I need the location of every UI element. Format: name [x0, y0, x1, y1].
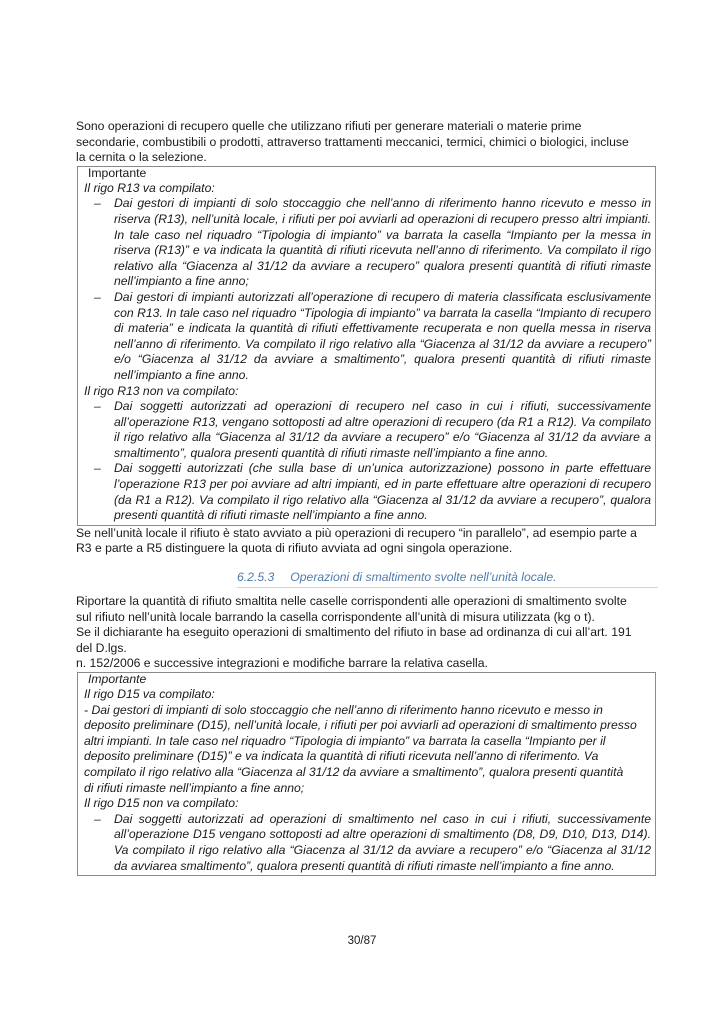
disposal-paragraph: [76, 594, 658, 672]
paragraph-line: Se il dichiarante ha eseguito operazioni di smaltimento del rifiuto in base ad ordinanza di cui all’art. 191: [76, 625, 632, 640]
box-line: di rifiuti rimaste nell’impianto a fine anno;: [84, 780, 305, 795]
r13-no-list: [84, 399, 655, 524]
box-line: deposito preliminare (D15), nell’unità locale, i rifiuti per poi avviarli ad operazioni di smaltimento presso: [84, 718, 637, 733]
box-line: altri impianti. In tale caso nel riquadro “Tipologia di impianto” va barrata la casella “Impianto per il: [84, 733, 606, 748]
dash-bullet-icon: –: [94, 811, 101, 826]
r13-yes-list: [84, 196, 655, 383]
box-section-label: Il rigo D15 non va compilato:: [84, 796, 239, 811]
box-title: Importante: [88, 672, 147, 686]
dash-bullet-icon: –: [94, 399, 101, 414]
paragraph-line: del D.lgs.: [76, 640, 127, 655]
box-line: compilato il rigo relativo alla “Giacenza al 31/12 da avviare a smaltimento”, qualora presenti quantità: [84, 764, 624, 779]
intro-line: Sono operazioni di recupero quelle che utilizzano rifiuti per generare materiali o materie prime: [76, 119, 582, 133]
paragraph-line: sul rifiuto nell’unità locale barrando la casella corrispondente all’unità di misura utilizzata (kg o t).: [76, 609, 595, 624]
section-heading: [237, 570, 658, 588]
list-item: – Dai soggetti autorizzati (che sulla base di un’unica autorizzazione) possono in parte effettuare l’operazione R13 per poi avviare ad altri impianti, ed in parte effettuare altre operazioni di recupero (da R1 a R12). Va compilato il rigo relativo alla “Giacenza al 31/12 da avviare a recupero”, qualora presenti quantità di rifiuti rimaste nell’impianto a fine anno.: [94, 461, 651, 523]
paragraph-line: n. 152/2006 e successive integrazioni e modifiche barrare la relativa casella.: [76, 656, 488, 671]
list-item: – Dai soggetti autorizzati ad operazioni di recupero nel caso in cui i rifiuti, successivamente all’operazione R13, vengano sottoposti ad altre operazioni di recupero (da R1 a R12). Va compilato il rigo relativo alla “Giacenza al 31/12 da avviare a recupero” e/o “Giacenza al 31/12 da avviare a smaltimento”, qualora presenti quantità di rifiuti rimaste nell’impianto a fine anno.: [94, 399, 651, 460]
important-box-r13: [77, 166, 656, 526]
intro-paragraph: [76, 119, 658, 166]
box-title: Importante: [88, 165, 147, 180]
box-section-label: Il rigo R13 non va compilato:: [84, 383, 239, 398]
page-number: 30/87: [347, 935, 377, 947]
intro-line: la cernita o la selezione.: [76, 150, 207, 165]
box-section-label: Il rigo D15 va compilato:: [84, 687, 215, 701]
d15-no-list: [84, 812, 655, 874]
dash-bullet-icon: –: [94, 461, 101, 476]
intro-line: secondarie, combustibili o prodotti, attraverso trattamenti meccanici, termici, chimici o biologici, incluse: [76, 134, 629, 149]
list-item: – Dai gestori di impianti autorizzati all’operazione di recupero di materia classificata esclusivamente con R13. In tale caso nel riquadro “Tipologia di impianto” va barrata la casella “Impianto di recupero di materia” e indicata la quantità di rifiuti effettivamente recuperata e non quella messa in riserva nell’anno di riferimento. Va compilato il rigo relativo alla “Giacenza al 31/12 da avviare a recupero” e/o “Giacenza al 31/12 da avviare a smaltimento”, qualora presenti quantità di rifiuti rimaste nell’impianto a fine anno.: [94, 289, 651, 382]
box-line: - Dai gestori di impianti di solo stoccaggio che nell’anno di riferimento hanno ricevuto e messo in: [84, 702, 603, 717]
dash-bullet-icon: –: [94, 196, 101, 211]
paragraph-line: Se nell’unità locale il rifiuto è stato avviato a più operazioni di recupero “in parallelo”, ad esempio parte a: [76, 525, 637, 540]
paragraph-line: R3 e parte a R5 distinguere la quota di rifiuto avviata ad ogni singola operazione.: [76, 541, 513, 556]
paragraph-line: Riportare la quantità di rifiuto smaltita nelle caselle corrispondenti alle operazioni di smaltimento svolte: [76, 594, 627, 609]
section-title: Operazioni di smaltimento svolte nell’unità locale.: [290, 570, 557, 585]
document-page: [76, 119, 658, 876]
list-item: – Dai soggetti autorizzati ad operazioni di smaltimento nel caso in cui i rifiuti, successivamente all’operazione D15 vengano sottoposti ad altre operazioni di smaltimento (D8, D9, D10, D13, D14). Va compilato il rigo relativo alla “Giacenza al 31/12 da avviare a recupero” e/o “Giacenza al 31/12 da avviarea smaltimento”, qualora presenti quantità di rifiuti rimaste nell’impianto a fine anno.: [94, 811, 651, 873]
d15-yes-text: [84, 703, 655, 797]
important-box-d15: [77, 672, 656, 876]
list-item: – Dai gestori di impianti di solo stoccaggio che nell’anno di riferimento hanno ricevuto e messo in riserva (R13), nell’unità locale, i rifiuti per poi avviarli ad operazioni di recupero presso altri impianti. In tale caso nel riquadro “Tipologia di impianto” va barrata la casella “Impianto per la messa in riserva (R13)” e va indicata la quantità di rifiuti ricevuta nell’anno di riferimento. Va compilato il rigo relativo alla “Giacenza al 31/12 da avviare a recupero” qualora presenti quantità di rifiuti rimaste nell’impianto a fine anno;: [94, 196, 651, 289]
box-section-label: Il rigo R13 va compilato:: [84, 180, 215, 195]
parallel-operations-paragraph: [76, 526, 658, 557]
section-number: 6.2.5.3: [237, 570, 275, 585]
dash-bullet-icon: –: [94, 289, 101, 304]
box-line: deposito preliminare (D15)” e va indicata la quantità di rifiuti ricevuta nell’anno di riferimento. Va: [84, 749, 599, 764]
